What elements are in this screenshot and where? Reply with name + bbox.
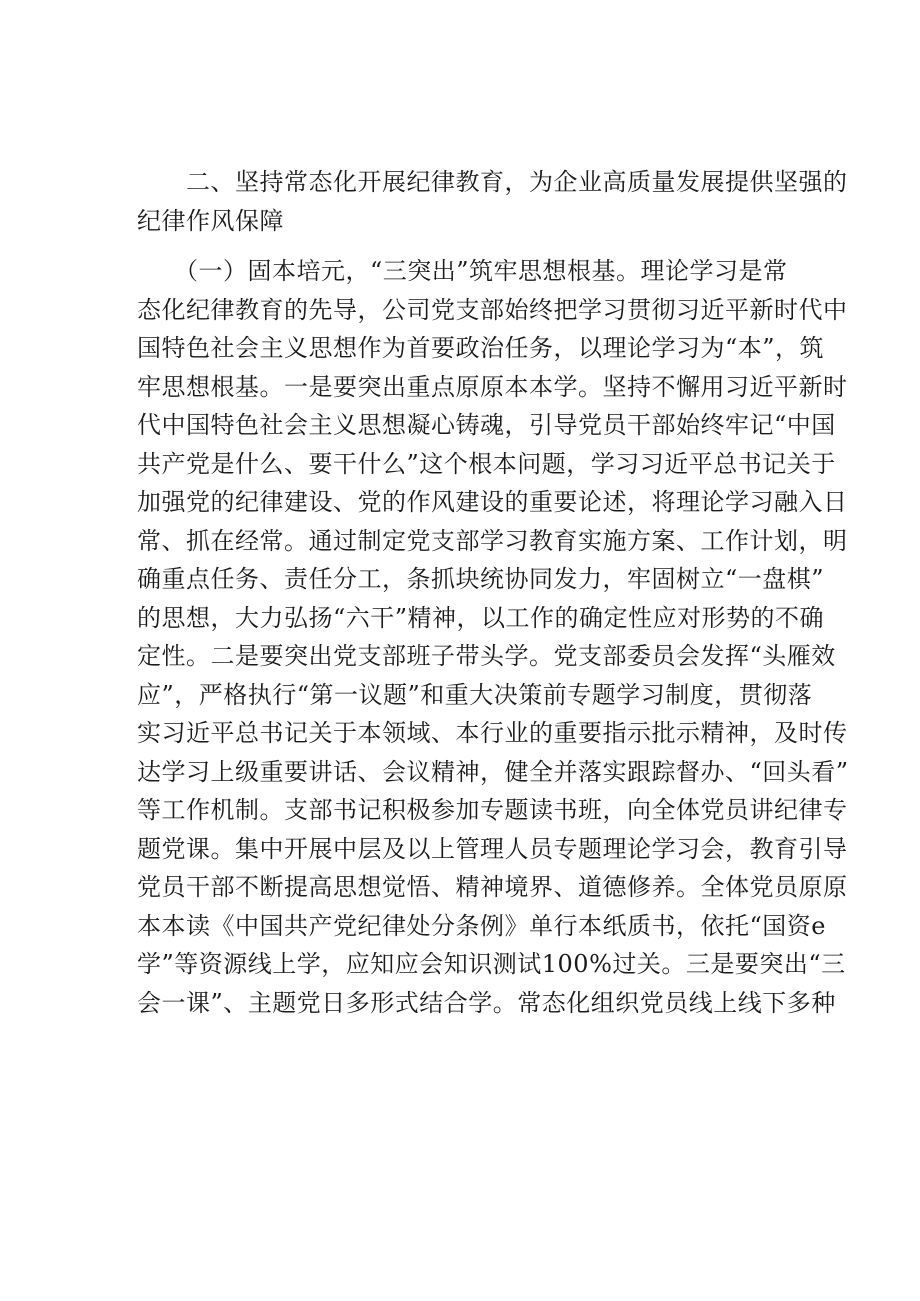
paragraph-line: 本本读《中国共产党纪律处分条例》单行本纸质书，依托“国资e — [137, 911, 826, 940]
paragraph-line: 应”，严格执行“第一议题”和重大决策前专题学习制度，贯彻落 — [137, 680, 813, 709]
paragraph-line: 的思想，大力弘扬“六干”精神，以工作的确定性应对形势的不确 — [137, 603, 825, 632]
paragraph-line: 学”等资源线上学，应知应会知识测试100%过关。三是要突出“三 — [137, 950, 846, 978]
paragraph-line: 定性。二是要突出党支部班子带头学。党支部委员会发挥“头雁效 — [137, 642, 836, 670]
document-body — [137, 163, 849, 1022]
paragraph-line: 代中国特色社会主义思想凝心铸魂，引导党员干部始终牢记“中国 — [137, 411, 836, 439]
paragraph-line: 共产党是什么、要干什么”这个根本问题，学习习近平总书记关于 — [137, 449, 836, 478]
heading-spacer — [137, 240, 797, 252]
paragraph-line: 党员干部不断提高思想觉悟、精神境界、道德修养。全体党员原原 — [137, 873, 848, 901]
paragraph-line: 国特色社会主义思想作为首要政治任务，以理论学习为“本”，筑 — [137, 334, 825, 362]
section-heading — [137, 163, 848, 240]
paragraph-line: 加强党的纪律建设、党的作风建设的重要论述，将理论学习融入日 — [137, 488, 848, 516]
body-paragraph — [137, 252, 849, 1022]
paragraph-line: 题党课。集中开展中层及以上管理人员专题理论学习会，教育引导 — [137, 834, 848, 863]
paragraph-line: 会一课”、主题党日多形式结合学。常态化组织党员线上线下多种 — [137, 988, 836, 1017]
paragraph-line: 常、抓在经常。通过制定党支部学习教育实施方案、工作计划，明 — [137, 526, 848, 555]
paragraph-line: 态化纪律教育的先导，公司党支部始终把学习贯彻习近平新时代中 — [137, 295, 848, 324]
paragraph-line: 达学习上级重要讲话、会议精神，健全并落实跟踪督办、“回头看” — [137, 757, 849, 786]
paragraph-line: 实习近平总书记关于本领域、本行业的重要指示批示精神，及时传 — [137, 719, 848, 747]
paragraph-line: （一）固本培元，“三突出”筑牢思想根基。理论学习是常 — [137, 257, 788, 285]
paragraph-line: 牢思想根基。一是要突出重点原原本本学。坚持不懈用习近平新时 — [137, 372, 848, 401]
paragraph-line: 等工作机制。支部书记积极参加专题读书班，向全体党员讲纪律专 — [137, 796, 848, 824]
paragraph-line: 确重点任务、责任分工，条抓块统协同发力，牢固树立“一盘棋” — [137, 565, 825, 593]
heading-line: 二、坚持常态化开展纪律教育，为企业高质量发展提供坚强的 — [137, 168, 848, 196]
heading-line: 纪律作风保障 — [137, 206, 284, 235]
